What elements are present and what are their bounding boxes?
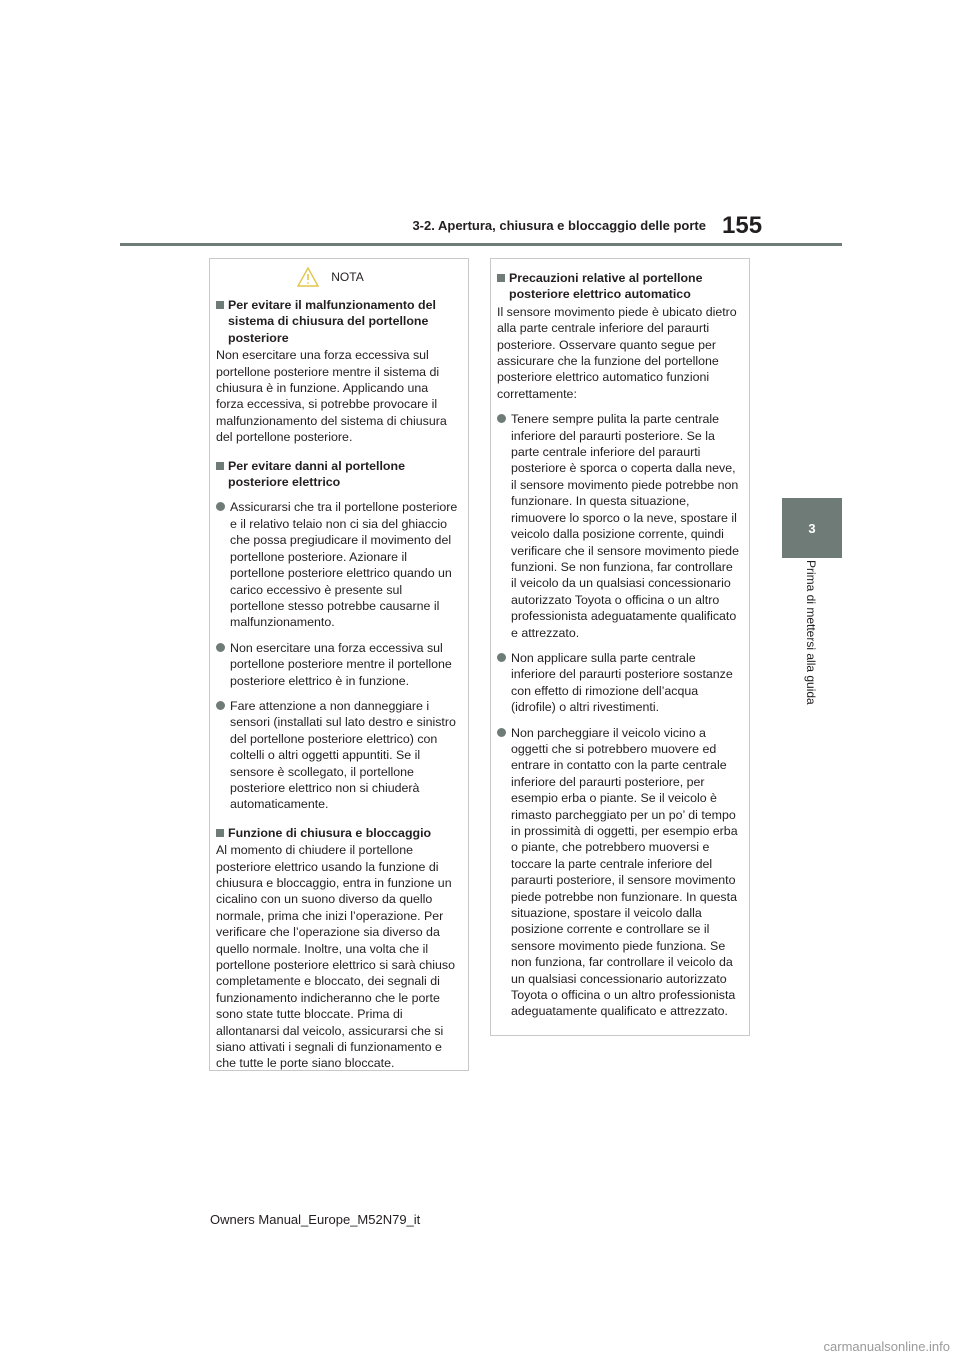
notice-box-left	[209, 258, 469, 1071]
warning-triangle-icon	[297, 267, 319, 287]
header-section-title: 3-2. Apertura, chiusura e bloccaggio delle porte	[412, 218, 706, 233]
section-text: Al momento di chiudere il portellone posteriore elettrico usando la funzione di chiusura e bloccaggio, entra in funzione un cicalino con un suono diverso da quello normale, prima che inizi l’operazione. Per verificare che l’operazione sia diverso da quello normale. Inoltre, una volta che il portellone posteriore elettrico si sarà chiuso completamente e bloccato, dei segnali di funzionamento indicheranno che le porte sono state tutte bloccate. Prima di allontanarsi dal veicolo, assicurarsi che si siano attivati i segnali di funzionamento e che tutte le porte siano bloccate.	[216, 843, 455, 1071]
notice-box-right	[490, 258, 750, 1036]
nota-header	[216, 267, 459, 287]
watermark: carmanualsonline.info	[823, 1339, 950, 1354]
chapter-tab: 3	[782, 498, 842, 558]
section-heading: Per evitare il malfunzionamento del sistema di chiusura del portellone posteriore	[216, 297, 459, 346]
section-text: Il sensore movimento piede è ubicato dietro alla parte centrale inferiore del paraurti posteriore. Osservare quanto segue per assicurare che la funzione del portellone posteriore elettrico automatico funzioni correttamente:	[497, 304, 737, 401]
footer-manual-name: Owners Manual_Europe_M52N79_it	[210, 1212, 421, 1227]
bullet-item: Non applicare sulla parte centrale inferiore del paraurti posteriore sostanze con effetto di rimozione dell’acqua (idrofile) o altri rivestimenti.	[497, 650, 740, 716]
section-text: Non esercitare una forza eccessiva sul portellone posteriore mentre il sistema di chiusura è in funzione. Applicando una forza eccessiva, si potrebbe provocare il malfunzionamento del sistema di chiusura del portellone posteriore.	[216, 348, 447, 445]
bullet-item: Non parcheggiare il veicolo vicino a oggetti che si potrebbero muovere ed entrare in contatto con la parte centrale inferiore del paraurti posteriore, per esempio erba o piante. Se il veicolo è rimasto parcheggiato per un po’ di tempo in prossimità di oggetti, per esempio erba o piante, che potrebbero muoversi e toccare la parte centrale inferiore del paraurti posteriore, il sensore movimento piede potrebbe non funzionare. In questa situazione, spostare il veicolo dalla posizione corrente e controllare se il sensore movimento piede funziona. Se non funziona, far controllare il veicolo da un qualsiasi concessionario autorizzato Toyota o officina o un altro professionista adeguatamente qualificato e attrezzato.	[497, 725, 740, 1020]
bullet-item: Tenere sempre pulita la parte centrale inferiore del paraurti posteriore. Se la parte centrale inferiore del paraurti posteriore è sporca o coperta dalla neve, il sensore movimento piede potrebbe non funzionare. In questa situazione, rimuovere lo sporco o la neve, spostare il veicolo dalla posizione corrente, quindi verificare che il sensore movimento piede funzioni. Se non funziona, far controllare il veicolo da un qualsiasi concessionario autorizzato Toyota o officina o un altro professionista adeguatamente qualificato e attrezzato.	[497, 411, 740, 641]
chapter-title: Prima di mettersi alla guida	[804, 560, 818, 705]
bullet-item: Fare attenzione a non danneggiare i sensori (installati sul lato destro e sinistro del portellone posteriore elettrico) con coltelli o altri oggetti appuntiti. Se il sensore è scollegato, il portellone posteriore elettrico non si chiuderà automaticamente.	[216, 698, 459, 813]
nota-label: NOTA	[331, 269, 364, 284]
header-rule	[120, 243, 842, 246]
chapter-side-label	[782, 560, 842, 750]
page-number: 155	[722, 212, 763, 239]
section-heading: Per evitare danni al portellone posteriore elettrico	[216, 458, 459, 491]
bullet-item: Non esercitare una forza eccessiva sul portellone posteriore mentre il portellone posteriore elettrico è in funzione.	[216, 640, 459, 689]
section-heading: Funzione di chiusura e bloccaggio	[216, 825, 459, 841]
bullet-item: Assicurarsi che tra il portellone posteriore e il relativo telaio non ci sia del ghiaccio che possa pregiudicare il movimento del portellone posteriore. Azionare il portellone posteriore elettrico quando un carico eccessivo è presente sul portellone stesso potrebbe causarne il malfunzionamento.	[216, 499, 459, 630]
section-heading: Precauzioni relative al portellone posteriore elettrico automatico	[497, 270, 740, 303]
